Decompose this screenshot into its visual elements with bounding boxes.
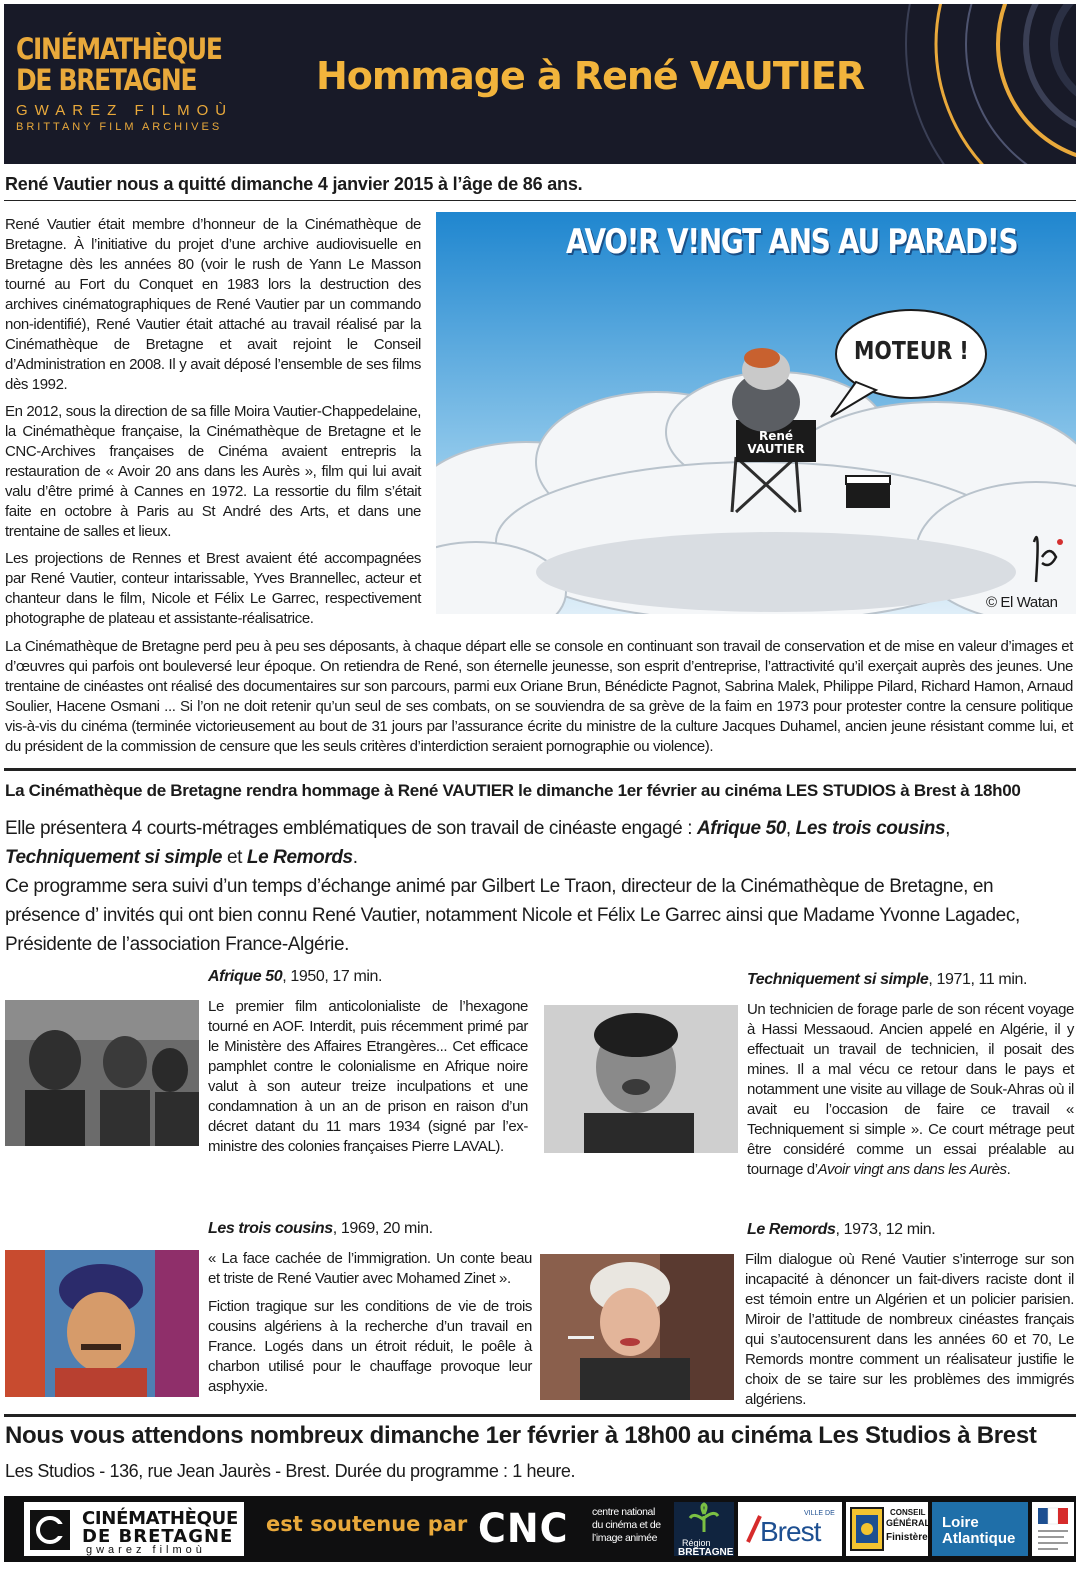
- film-meta: , 1950, 17 min.: [282, 968, 383, 985]
- finistere-logo: [846, 1502, 931, 1556]
- film-meta: , 1973, 12 min.: [835, 1221, 936, 1238]
- image-credit: © El Watan: [986, 594, 1058, 611]
- film-description-end: .: [1006, 1161, 1011, 1178]
- film-name: Afrique 50: [208, 968, 283, 985]
- separator: .: [352, 847, 358, 868]
- cartoon-title: AVO!R V!NGT ANS AU PARAD!S: [566, 222, 1018, 262]
- film-meta: , 1969, 20 min.: [332, 1220, 433, 1237]
- logo-line-4: BRITTANY FILM ARCHIVES: [16, 121, 223, 133]
- logo-line-3: GWAREZ FILMOÙ: [16, 102, 234, 119]
- film-title-techniquement: [747, 971, 1027, 989]
- cnc-subtitle-line: centre national: [592, 1506, 655, 1518]
- loire-label-line-2: Atlantique: [942, 1530, 1016, 1547]
- film-desc-le-remords: [745, 1250, 1074, 1418]
- separator: ,: [785, 818, 796, 839]
- film-description: Le premier film anticolonialiste de l’hexagone tourné en AOF. Interdit, puis récemment primé par le Ministère des Affaires Etrangères... Cet efficace pamphlet contre le colonialisme en Afrique noire valut à son auteur treize inculpations et une condamnation à un an de prison en raison d’un décret datant du 11 mars 1934 (signé par l’ex-ministre des colonies françaises Pierre LAVAL).: [208, 998, 528, 1155]
- film-description: Film dialogue où René Vautier s’interroge sur son incapacité à dénoncer un fait-divers raciste dont il est témoin entre un Algérien et un policier parisien. Miroir de l’attitude de nombreux cinéastes français qui s’autocensurent dans les années 60 et 70, Le Remords montre comment un réalisateur justifie le choix de se taire sur les problèmes des immigrés algériens.: [745, 1251, 1074, 1408]
- footer-logo-line-1: CINÉMATHÈQUE: [82, 1508, 238, 1529]
- ville-de-brest-logo: [738, 1502, 842, 1556]
- film-name: Le Remords: [747, 1221, 836, 1238]
- intro-paragraph-2: En 2012, sous la direction de sa fille Moira Vautier-Chappedelaine, la Cinémathèque française, la Cinémathèque de Bretagne et le CNC-Archives françaises de Cinéma avaient entrepris la restauration de « Avoir 20 ans dans les Aurès », film qui lui avait valu d’être primé à Cannes en 1972. La ressortie du film s’était faite en octobre à Paris au St André des Arts, et dans une trentaine de salles et lieux.: [5, 403, 421, 540]
- divider: [4, 200, 1076, 201]
- speech-bubble-text: MOTEUR !: [854, 336, 969, 365]
- film-description: Fiction tragique sur les conditions de vie de trois cousins algériens à la recherche d’un travail en France. Logés dans un étroit réduit, le poêle à charbon utilisé pour le chauffage provoque leur asphyxie.: [208, 1298, 532, 1395]
- finistere-label-line-1: CONSEIL: [890, 1508, 926, 1517]
- sponsor-footer: [4, 1496, 1076, 1562]
- event-intro-text: Elle présentera 4 courts-métrages emblématiques de son travail de cinéaste engagé :: [5, 818, 697, 839]
- film-reel-arcs-decoration: [816, 4, 1076, 164]
- film-still-afrique-50: [5, 1000, 199, 1146]
- film-still-trois-cousins: [5, 1250, 199, 1397]
- film-name: Afrique 50: [696, 818, 786, 839]
- cinematheque-logo: [16, 32, 234, 133]
- film-name: Les trois cousins: [795, 818, 946, 839]
- event-intro-second: Ce programme sera suivi d’un temps d’échange animé par Gilbert Le Traon, directeur de la Cinémathèque de Bretagne, en présence d’ invités qui ont bien connu René Vautier, notamment Nicole et Félix Le Garrec ainsi que Madame Yvonne Lagadec, Présidente de l’association France-Algérie.: [5, 876, 1020, 955]
- film-name: Les trois cousins: [208, 1220, 333, 1237]
- coat-of-arms-icon: [850, 1507, 884, 1551]
- tribute-cartoon: [436, 212, 1076, 614]
- finistere-label-line-2: GÉNÉRAL: [886, 1518, 931, 1528]
- venue-address: Les Studios - 136, rue Jean Jaurès - Brest. Durée du programme : 1 heure.: [5, 1461, 576, 1481]
- film-description: « La face cachée de l’immigration. Un conte beau et triste de René Vautier avec Mohamed Zinet ».: [208, 1250, 532, 1287]
- logo-line-1: CINÉMATHÈQUE: [16, 32, 222, 66]
- event-heading: La Cinémathèque de Bretagne rendra hommage à René VAUTIER le dimanche 1er février au cinéma LES STUDIOS à Brest à 18h00: [5, 781, 1021, 800]
- film-description-italic: Avoir vingt ans dans les Aurès: [817, 1161, 1007, 1178]
- french-flag-icon: [1032, 1502, 1074, 1556]
- film-name: Le Remords: [246, 847, 353, 868]
- divider: [4, 768, 1076, 771]
- film-meta: , 1971, 11 min.: [928, 971, 1028, 988]
- supported-by-label: est soutenue par: [266, 1512, 468, 1536]
- cnc-subtitle-line: l’image animée: [592, 1532, 658, 1544]
- cnc-logo: [474, 1502, 590, 1556]
- footer-logo-line-2: DE BRETAGNE: [82, 1526, 234, 1547]
- intro-column: [5, 215, 421, 636]
- cinematheque-mark-icon: [30, 1510, 70, 1550]
- cnc-subtitle: [592, 1506, 661, 1545]
- film-still-le-remords: [540, 1254, 734, 1400]
- loire-label-line-1: Loire: [942, 1514, 979, 1531]
- film-desc-afrique-50: [208, 997, 528, 1165]
- film-title-trois-cousins: [208, 1220, 433, 1238]
- logo-line-2: DE BRETAGNE: [16, 63, 197, 97]
- closing-invitation: Nous vous attendons nombreux dimanche 1er février à 18h00 au cinéma Les Studios à Brest: [5, 1422, 1037, 1449]
- footer-cinematheque-logo: [24, 1502, 244, 1556]
- loire-atlantique-logo: [932, 1502, 1028, 1556]
- film-description: [747, 1000, 1074, 1180]
- intro-paragraph-1: René Vautier était membre d’honneur de la Cinémathèque de Bretagne. À l’initiative du projet d’une archive audiovisuelle en Bretagne dès les années 80 (voir le rush de Yann Le Masson tourné au Fort du Conquet en 1983 lors la destruction des archives cinématographiques de René Vautier par un commando non-identifié), René Vautier était attaché au travail réalisé par la Cinémathèque de Bretagne et avait rejoint le Conseil d’Administration en 2008. Il y avait déposé l’ensemble de ses films dès 1992.: [5, 216, 421, 393]
- finistere-label-line-3: Finistère: [886, 1532, 928, 1543]
- tribute-paragraph: La Cinémathèque de Bretagne perd peu à peu ses déposants, à chaque départ elle se console en continuant son travail de conservation et de mise en valeur d’images et d’œuvres qui parfois ont bouleversé leur époque. On retiendra de René, son éternelle jeunesse, son esprit d’entreprise, l’attractivité qu’il exerçait auprès des jeunes. Une trentaine de cinéastes ont réalisé des documentaires sur son parcours, parmi eux Oriane Brun, Bénédicte Pagnot, Sabrina Malek, Philippe Pilard, Richard Hamon, Arnaud Soulier, Hacene Osmani ... Si l’on ne doit retenir qu’un seul de ses combats, on se souviendra de sa grève de la faim en 1973 pour protester contre la censure politique vis-à-vis du cinéma (terminée victorieusement au bout de 31 jours par l’assurance écrite du ministre de la culture Jacques Duhamel, ancien jeune résistant comme lui, et du président de la commission de censure que les seuls critères d’interdiction seraient pornographie ou violence).: [5, 638, 1073, 755]
- film-still-techniquement: [544, 1005, 738, 1153]
- cnc-subtitle-line: du cinéma et de: [592, 1519, 661, 1531]
- cartoon-illustration: [436, 212, 1076, 614]
- page-title: Hommage à René VAUTIER: [316, 54, 865, 98]
- cnc-logo-text: CNC: [478, 1506, 569, 1552]
- brest-label-line-2: Brest: [760, 1516, 821, 1547]
- intro-paragraph-3: Les projections de Rennes et Brest avaient été accompagnées par René Vautier, conteur intarissable, Yves Brannellec, acteur et chanteur dans le film, Nicole et Félix Le Garrec, respectivement photographe de plateau et assistante-réalisatrice.: [5, 550, 421, 627]
- film-description-text: Un technicien de forage parle de son récent voyage à Hassi Messaoud. Ancien appelé en Algérie, il y effectuait un travail de technicien, il posait des mines. Il a mal vécu ce retour dans le pays et notamment une visite au village de Souk-Ahras où il avait eu l’occasion de faire ce travail « Techniquement si simple ». Ce court métrage peut être considéré comme un essai préalable au tournage d’: [747, 1001, 1074, 1178]
- film-name: Techniquement si simple: [5, 847, 223, 868]
- republique-francaise-logo: [1032, 1502, 1074, 1556]
- brest-label-line-1: VILLE DE: [804, 1510, 835, 1517]
- divider: [4, 1414, 1076, 1417]
- footer-logo-line-3: gwarez filmoù: [86, 1544, 206, 1556]
- event-intro: [5, 814, 1073, 959]
- film-desc-techniquement: [747, 1000, 1074, 1188]
- film-name: Techniquement si simple: [747, 971, 929, 988]
- director-chair-label: [736, 430, 816, 456]
- region-bretagne-logo: [674, 1502, 734, 1556]
- film-title-afrique-50: [208, 968, 382, 986]
- film-desc-trois-cousins: [208, 1249, 532, 1405]
- separator: ,: [945, 818, 951, 839]
- header-banner: [4, 4, 1076, 164]
- chair-label-line-1: René: [758, 429, 794, 443]
- plant-icon: [674, 1502, 734, 1536]
- chair-label-line-2: VAUTIER: [747, 442, 805, 456]
- region-label-line-2: BRETAGNE: [678, 1547, 734, 1558]
- region-label-line-1: Région: [682, 1538, 711, 1548]
- separator: et: [222, 847, 247, 868]
- lead-headline: René Vautier nous a quitté dimanche 4 janvier 2015 à l’âge de 86 ans.: [5, 174, 583, 194]
- film-title-le-remords: [747, 1221, 935, 1239]
